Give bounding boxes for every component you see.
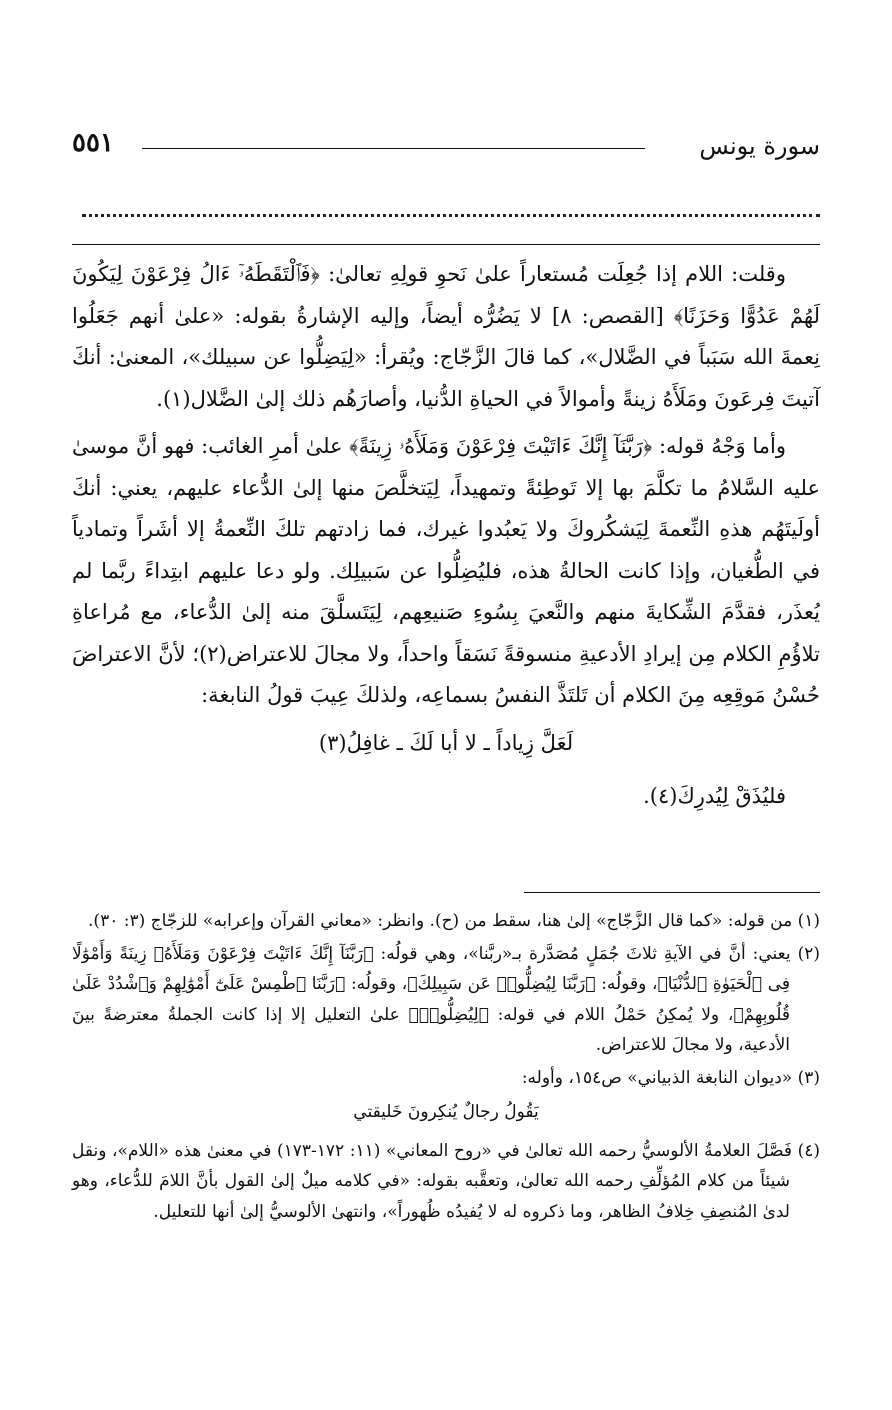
footnote-4: (٤) فَصَّلَ العلامةُ الألوسيُّ رحمه الله تعالىٰ في «روح المعاني» (١١: ١٧٢-١٧٣) في معنىٰ هذه «اللام»، ونقل شيئاً من كلام المُؤلِّفِ رحمه الله تعالىٰ، وتعقَّبه بقوله: «في كلامه ميلٌ إلىٰ القول بأنَّ اللامَ للدُّعاء، وهو لدىٰ المُنصِفِ خِلافُ الظاهر، وما ذكروه له لا يُفيدُه ظُهوراً»، وانتهىٰ الألوسيُّ إلىٰ أنها للتعليل.	[72, 1140, 820, 1222]
footnote-3: (٣) «ديوان النابغة الذبياني» ص١٥٤، وأوله:	[521, 1067, 820, 1088]
footnotes	[72, 906, 820, 1227]
page-header	[72, 126, 820, 166]
poetry-verse: لَعَلَّ زِياداً ـ لا أبا لَكَ ـ غافِلُ(٣)	[318, 730, 574, 755]
paragraph-2: وأما وَجْهُ قوله: ﴿رَبَّنَآ إِنَّكَ ءَاتَيْتَ فِرْعَوْنَ وَمَلَأَهُۥ زِينَةً﴾ علىٰ أمرِ الغائب: فهو أنَّ موسىٰ عليه السَّلامُ ما تكلَّمَ بها إلا تَوطِئةً وتمهيداً، لِيَتخلَّصَ منها إلىٰ الدُّعاء عليهم، يعني: أنكَ أولَيتَهُم هذهِ النِّعمةَ لِيَشكُروكَ ولا يَعبُدوا غيرك، فما زادتهم تلكَ النِّعمةُ إلا أشَراً وتمادياً في الطُّغيان، وإذا كانت الحالةُ هذه، فليُضِلُّوا عن سَبيلِك. ولو دعا عليهم ابتِداءً ربَّما لم يُعذَر، فقدَّمَ الشِّكايةَ منهم والنَّعيَ بِسُوءِ صَنيعِهم، لِيَتَسلَّقَ منه إلىٰ الدُّعاء، مع مُراعاةِ تلاؤُمِ الكلام مِن إيرادِ الأدعيةِ منسوقةً نَسَقاً واحداً، ولا مجالَ للاعتراض(٢)؛ لأنَّ الاعتراضَ حُسْنُ مَوقِعِه مِنَ الكلام أن تَلتَذَّ النفسُ بسماعِه، ولذلكَ عِيبَ قولُ النابغة:	[72, 434, 820, 707]
closing-line: فليُذَقْ لِيُدرِكَ(٤).	[643, 784, 786, 808]
main-text	[72, 254, 820, 818]
footnote-2: (٢) يعني: أنَّ في الآيةِ ثلاثَ جُمَلٍ مُصَدَّرة بـ«ربَّنا»، وهي قولُه: ﴿رَبَّنَآ إِنَّكَ ءَاتَيْتَ فِرْعَوْنَ وَمَلَأَهُۥ زِينَةً وَأَمْوَٰلًا فِى ٱلْحَيَوٰةِ ٱلدُّنْيَا﴾، وقولُه: ﴿رَبَّنَا لِيُضِلُّوا۟ عَن سَبِيلِكَ﴾، وقولُه: ﴿رَبَّنَا ٱطْمِسْ عَلَىٰٓ أَمْوَٰلِهِمْ وَٱشْدُدْ عَلَىٰ قُلُوبِهِمْ﴾، ولا يُمكِنُ حَمْلُ اللام في قوله: ﴿لِيُضِلُّوا۟﴾ علىٰ التعليل إلا إذا كانت الجملةُ معترضةً بينَ الأدعية، ولا مجالَ للاعتراض.	[72, 943, 820, 1055]
footnote-1: (١) من قوله: «كما قال الزَّجّاج» إلىٰ هنا، سقط من (ح). وانظر: «معاني القرآن وإعرابه» للزجّاج (٣: ٣٠).	[88, 911, 820, 931]
paragraph-1: وقلت: اللام إذا جُعِلَت مُستعاراً علىٰ نَحوِ قولِهِ تعالىٰ: ﴿فَٱلْتَقَطَهُۥٓ ءَالُ فِرْعَوْنَ لِيَكُونَ لَهُمْ عَدُوًّا وَحَزَنًا﴾ [القصص: ٨] لا يَضُرُّه أيضاً، وإليه الإشارةُ بقوله: «علىٰ أنهم جَعَلُوا نِعمةَ الله سَبَباً في الضَّلال»، كما قالَ الزَّجّاج: ويُقرأ: «لِيَضِلُّوا عن سبيلك»، المعنىٰ: أنكَ آتيتَ فِرعَونَ ومَلَأَهُ زينةً وأموالاً في الحياةِ الدُّنيا، وأصارَهُم ذلك إلىٰ الضَّلال(١).	[72, 262, 820, 411]
footnote-3-verse: يَقُولُ رجالٌ يُنكِرونَ خَليقتي	[353, 1102, 539, 1122]
header-rule	[142, 148, 645, 149]
dotted-separator	[82, 200, 820, 217]
footnote-rule	[524, 892, 820, 893]
top-rule	[72, 244, 820, 245]
surah-title: سورة يونس	[699, 132, 820, 160]
page-number: ٥٥١	[72, 128, 114, 158]
